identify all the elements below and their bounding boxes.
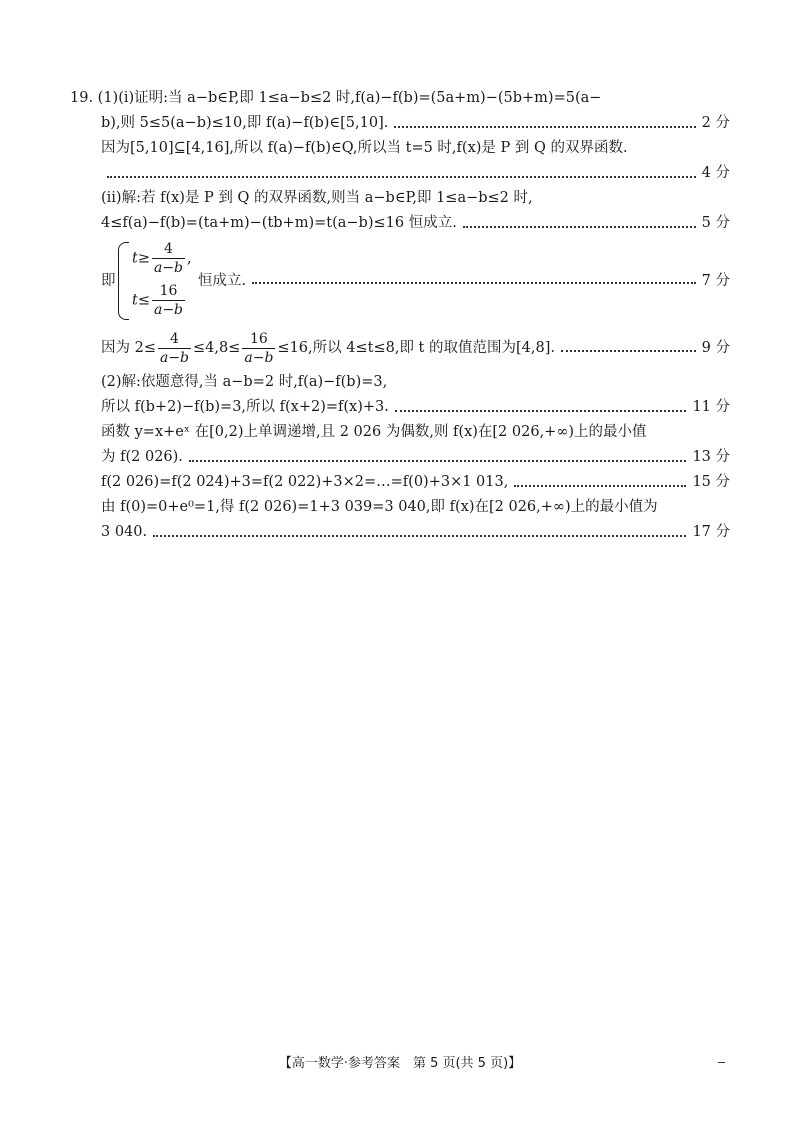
line-8 — [70, 326, 730, 370]
dot-leader — [561, 350, 696, 352]
system-tail: 恒成立. 7 分 — [198, 269, 730, 290]
line-9 — [70, 370, 730, 395]
line-1-text: (1)(ⅰ)证明:当 a−b∈P,即 1≤a−b≤2 时,f(a)−f(b)=(5a+m)−(5b+m)=5(a− — [97, 90, 602, 106]
dot-leader — [153, 535, 686, 537]
dot-leader — [514, 485, 686, 487]
line-2 — [70, 111, 730, 136]
score-11: 11 分 — [692, 399, 730, 415]
system-row-1: t≥ $\frac{4}{a-b}$ , — [132, 241, 192, 276]
dot-leader — [394, 126, 695, 128]
line-12 — [70, 445, 730, 470]
score-5: 5 分 — [701, 215, 730, 231]
line-3-text: 因为[5,10]⊆[4,16],所以 f(a)−f(b)∈Q,所以当 t=5 时,f(x)是 P 到 Q 的双界函数. — [101, 140, 628, 156]
line-12-text: 为 f(2 026). — [101, 449, 183, 465]
score-2: 2 分 — [701, 115, 730, 131]
line-11-text: 函数 y=x+eˣ 在[0,2)上单调递增,且 2 026 为偶数,则 f(x)在[2 026,+∞)上的最小值 — [101, 424, 647, 440]
line-11 — [70, 420, 730, 445]
fraction: $\frac{16}{a-b}$ — [244, 330, 274, 366]
line-1 — [70, 86, 730, 111]
line-6 — [70, 211, 730, 236]
fraction: $\frac{4}{a-b}$ — [153, 241, 184, 276]
line-10 — [70, 395, 730, 420]
line-14 — [70, 495, 730, 520]
line-2-text: b),则 5≤5(a−b)≤10,即 f(a)−f(b)∈[5,10]. — [101, 115, 389, 131]
line-14-text: 由 f(0)=0+e⁰=1,得 f(2 026)=1+3 039=3 040,即 f(x)在[2 026,+∞)上的最小值为 — [101, 499, 658, 515]
line-13-text: f(2 026)=f(2 024)+3=f(2 022)+3×2=…=f(0)+3×1 013, — [101, 474, 509, 490]
line-8-text: 因为 2≤ $\frac{4}{a-b}$ ≤4,8≤ $\frac{16}{a-b}$ ≤16,所以 4≤t≤8,即 t 的取值范围为[4,8]. — [101, 330, 555, 366]
score-13: 13 分 — [692, 449, 730, 465]
dot-leader — [107, 176, 696, 178]
line-9-text: (2)解:依题意得,当 a−b=2 时,f(a)−f(b)=3, — [101, 374, 388, 390]
line-5-text: (ⅱ)解:若 f(x)是 P 到 Q 的双界函数,则当 a−b∈P,即 1≤a−b≤2 时, — [101, 190, 533, 206]
dot-leader — [395, 410, 687, 412]
left-brace — [118, 242, 129, 320]
system-row-2: t≤ $\frac{16}{a-b}$ — [132, 283, 184, 318]
line-13 — [70, 470, 730, 495]
question-number: 19. — [70, 90, 94, 106]
score-15: 15 分 — [692, 474, 730, 490]
fraction: $\frac{16}{a-b}$ — [153, 283, 184, 318]
line-15-text: 3 040. — [101, 524, 148, 540]
line-4 — [70, 161, 730, 186]
score-17: 17 分 — [692, 524, 730, 540]
score-9: 9 分 — [701, 340, 730, 356]
answer-content — [70, 86, 730, 545]
line-5 — [70, 186, 730, 211]
fraction: $\frac{4}{a-b}$ — [159, 330, 190, 366]
score-7: 7 分 — [701, 273, 730, 289]
system-prefix: 即 — [101, 273, 116, 289]
dot-leader — [252, 282, 696, 284]
score-4: 4 分 — [701, 165, 730, 181]
line-6-text: 4≤f(a)−f(b)=(ta+m)−(tb+m)=t(a−b)≤16 恒成立. — [101, 215, 457, 231]
dot-leader — [463, 226, 696, 228]
page-footer: 【高一数学·参考答案 第 5 页(共 5 页)】 — [278, 1056, 522, 1071]
line-15 — [70, 520, 730, 545]
inequality-system — [70, 238, 730, 326]
line-10-text: 所以 f(b+2)−f(b)=3,所以 f(x+2)=f(x)+3. — [101, 399, 389, 415]
dot-leader — [189, 460, 687, 462]
line-3 — [70, 136, 730, 161]
corner-mark — [718, 1062, 725, 1063]
